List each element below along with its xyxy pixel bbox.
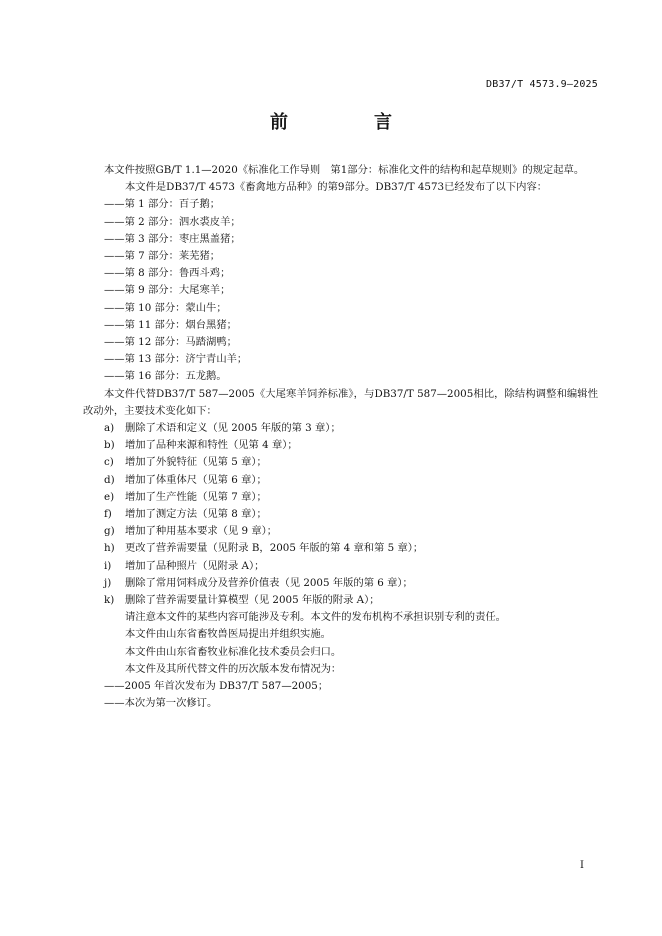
page-number: I	[580, 860, 584, 871]
list-marker: h)	[104, 542, 115, 555]
list-item: ——第 1 部分：百子鹅；	[104, 198, 221, 211]
list-item-text: 更改了营养需要量（见附录 B，2005 年版的第 4 章和第 5 章）；	[125, 542, 424, 555]
list-item: ——第 2 部分：泗水裘皮羊；	[104, 215, 241, 228]
list-item-text: 删除了营养需要量计算模型（见 2005 年版的附录 A）；	[125, 594, 380, 607]
history-list	[104, 678, 598, 712]
foreword-body	[83, 162, 598, 713]
patent-notice: 请注意本文件的某些内容可能涉及专利。本文件的发布机构不承担识别专利的责任。	[125, 611, 506, 624]
intro-paragraph-2: 本文件是DB37/T 4573《畜禽地方品种》的第9部分。DB37/T 4573已经发布了以下内容：	[125, 181, 548, 194]
intro-paragraph-1: 本文件按照GB/T 1.1—2020《标准化工作导则 第1部分：标准化文件的结构和起草规则》的规定起草。	[104, 164, 585, 176]
committee-statement: 本文件由山东省畜牧业标准化技术委员会归口。	[125, 645, 342, 658]
list-item: ——第 16 部分：五龙鹅。	[104, 370, 227, 383]
list-item	[104, 540, 598, 557]
list-item: ——第 13 部分：济宁青山羊；	[104, 353, 248, 366]
list-item: ——第 3 部分：枣庄黑盖猪；	[104, 232, 241, 245]
list-item: ——第 8 部分：鲁西斗鸡；	[104, 267, 231, 280]
list-marker: j)	[104, 576, 112, 589]
list-marker: g)	[104, 525, 115, 538]
list-item: ——第 11 部分：烟台黑猪；	[104, 318, 237, 331]
list-item-text: 增加了测定方法（见第 8 章）；	[125, 508, 267, 521]
list-item-text: 删除了常用饲料成分及营养价值表（见 2005 年版的第 6 章）；	[125, 576, 413, 589]
list-item	[104, 472, 598, 489]
list-marker: c)	[104, 456, 114, 469]
list-item: ——第 12 部分：马踏湖鸭；	[104, 336, 237, 349]
list-marker: i)	[104, 559, 112, 572]
list-marker: f)	[104, 508, 112, 521]
page-title: 前 言	[270, 112, 426, 133]
document-code: DB37/T 4573.9—2025	[486, 79, 598, 90]
replace-statement: 本文件代替DB37/T 587—2005《大尾寒羊饲养标准》，与DB37/T 587—2005相比，除结构调整和编辑性改动外，主要技术变化如下：	[83, 387, 598, 417]
list-item-text: 删除了术语和定义（见 2005 年版的第 3 章）；	[125, 422, 341, 435]
list-item-text: 增加了生产性能（见第 7 章）；	[125, 490, 267, 503]
list-item-text: 增加了品种来源和特性（见第 4 章）；	[125, 439, 298, 452]
list-marker: a)	[104, 422, 115, 435]
list-item: ——2005 年首次发布为 DB37/T 587—2005；	[104, 680, 329, 693]
list-item-text: 增加了种用基本要求（见 9 章）；	[125, 525, 278, 538]
list-item: ——第 10 部分：蒙山牛；	[104, 301, 227, 314]
list-item	[104, 575, 598, 592]
list-item: ——第 7 部分：莱芜猪；	[104, 250, 221, 263]
proposer-statement: 本文件由山东省畜牧兽医局提出并组织实施。	[125, 628, 331, 641]
list-item	[104, 437, 598, 454]
list-item	[104, 523, 598, 540]
history-intro: 本文件及其所代替文件的历次版本发布情况为：	[125, 662, 342, 675]
list-item-text: 增加了品种照片（见附录 A）；	[125, 559, 265, 572]
list-item: ——本次为第一次修订。	[104, 697, 218, 710]
list-marker: d)	[104, 473, 115, 486]
list-item: ——第 9 部分：大尾寒羊；	[104, 284, 231, 297]
list-item	[104, 592, 598, 609]
changes-list	[104, 420, 598, 609]
list-item	[104, 420, 598, 437]
list-marker: e)	[104, 490, 115, 503]
list-item-text: 增加了体重体尺（见第 6 章）；	[125, 473, 267, 486]
list-item	[104, 489, 598, 506]
list-marker: k)	[104, 594, 115, 607]
list-item-text: 增加了外貌特征（见第 5 章）；	[125, 456, 267, 469]
list-item	[104, 506, 598, 523]
parts-list	[104, 196, 598, 385]
list-marker: b)	[104, 439, 115, 452]
list-item	[104, 558, 598, 575]
list-item	[104, 454, 598, 471]
